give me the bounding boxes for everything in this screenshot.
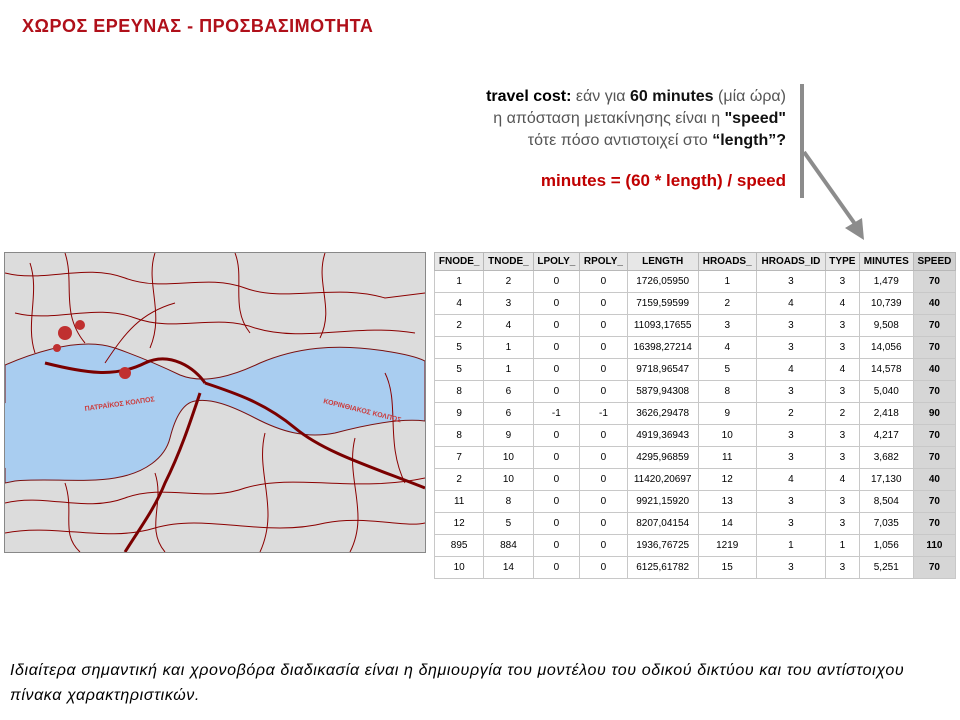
table-cell: 70	[913, 271, 955, 293]
table-cell: 3	[756, 491, 825, 513]
table-cell: 7	[435, 447, 484, 469]
table-cell: 9,508	[859, 315, 913, 337]
table-cell: 4	[756, 359, 825, 381]
table-cell: 15	[698, 557, 756, 579]
table-cell: 5879,94308	[627, 381, 698, 403]
table-cell: 110	[913, 535, 955, 557]
table-cell: 1	[484, 337, 533, 359]
table-cell: 14,578	[859, 359, 913, 381]
table-cell: 70	[913, 447, 955, 469]
table-cell: 0	[580, 469, 628, 491]
table-cell: 70	[913, 337, 955, 359]
table-cell: 70	[913, 425, 955, 447]
table-cell: 3	[826, 491, 860, 513]
formula-line-1	[330, 86, 786, 108]
table-cell: 3	[756, 271, 825, 293]
table-cell: 0	[580, 535, 628, 557]
pointer-arrow-icon	[800, 150, 870, 242]
formula-line-3	[330, 130, 786, 152]
table-cell: 1,056	[859, 535, 913, 557]
table-cell: 6125,61782	[627, 557, 698, 579]
table-row[interactable]	[435, 557, 956, 579]
table-row[interactable]	[435, 359, 956, 381]
table-row[interactable]	[435, 403, 956, 425]
table-cell: 70	[913, 315, 955, 337]
table-row[interactable]	[435, 425, 956, 447]
table-cell: 2	[698, 293, 756, 315]
table-cell: 4	[484, 315, 533, 337]
table-cell: 3	[756, 557, 825, 579]
table-cell: 0	[533, 447, 580, 469]
table-cell: 3	[756, 337, 825, 359]
table-cell: 13	[698, 491, 756, 513]
table-cell: 4	[756, 293, 825, 315]
table-cell: 3626,29478	[627, 403, 698, 425]
table-cell: 5	[435, 359, 484, 381]
map-graphic	[5, 253, 425, 552]
table-row[interactable]	[435, 513, 956, 535]
table-cell: 4	[826, 293, 860, 315]
table-cell: 0	[580, 359, 628, 381]
column-header[interactable]: HROADS_ID	[756, 253, 825, 271]
table-cell: 0	[533, 293, 580, 315]
table-cell: 1,479	[859, 271, 913, 293]
table-cell: 0	[533, 469, 580, 491]
column-header[interactable]: TNODE_	[484, 253, 533, 271]
road-network-map	[4, 252, 426, 553]
column-header[interactable]: SPEED	[913, 253, 955, 271]
table-cell: 0	[580, 315, 628, 337]
table-cell: 70	[913, 381, 955, 403]
table-cell: 14,056	[859, 337, 913, 359]
table-cell: 0	[533, 359, 580, 381]
formula-line-2	[330, 108, 786, 130]
table-cell: 10	[698, 425, 756, 447]
table-cell: 884	[484, 535, 533, 557]
table-cell: 3,682	[859, 447, 913, 469]
table-cell: 1726,05950	[627, 271, 698, 293]
table-cell: 8207,04154	[627, 513, 698, 535]
table-cell: 7159,59599	[627, 293, 698, 315]
table-cell: 3	[756, 513, 825, 535]
table-cell: 3	[756, 425, 825, 447]
table-row[interactable]	[435, 315, 956, 337]
table-cell: 0	[533, 557, 580, 579]
formula-text: τότε πόσο αντιστοιχεί στο	[527, 132, 713, 149]
minutes-equation: minutes = (60 * length) / speed	[540, 171, 786, 190]
table-cell: 0	[580, 447, 628, 469]
table-cell: 4	[435, 293, 484, 315]
table-cell: 70	[913, 513, 955, 535]
table-cell: 6	[484, 381, 533, 403]
table-cell: 0	[580, 381, 628, 403]
table-row[interactable]	[435, 469, 956, 491]
table-cell: 3	[826, 337, 860, 359]
table-cell: 70	[913, 557, 955, 579]
column-header[interactable]: MINUTES	[859, 253, 913, 271]
table-cell: 3	[756, 447, 825, 469]
column-header[interactable]: RPOLY_	[580, 253, 628, 271]
table-cell: 1	[756, 535, 825, 557]
table-cell: 40	[913, 359, 955, 381]
table-cell: 4	[826, 469, 860, 491]
table-cell: 2	[484, 271, 533, 293]
table-cell: -1	[533, 403, 580, 425]
table-cell: 17,130	[859, 469, 913, 491]
table-cell: 0	[533, 315, 580, 337]
table-cell: 0	[580, 337, 628, 359]
table-cell: 4295,96859	[627, 447, 698, 469]
table-cell: 8	[698, 381, 756, 403]
page-title: ΧΩΡΟΣ ΕΡΕΥΝΑΣ - ΠΡΟΣΒΑΣΙΜΟΤΗΤΑ	[22, 16, 374, 36]
table-cell: 9921,15920	[627, 491, 698, 513]
table-cell: 0	[580, 293, 628, 315]
table-cell: 2	[756, 403, 825, 425]
table-row[interactable]	[435, 337, 956, 359]
table-cell: 9	[435, 403, 484, 425]
table-cell: 1936,76725	[627, 535, 698, 557]
table-cell: 0	[580, 271, 628, 293]
table-cell: 3	[826, 557, 860, 579]
table-row[interactable]	[435, 491, 956, 513]
column-header[interactable]: LPOLY_	[533, 253, 580, 271]
column-header[interactable]: FNODE_	[435, 253, 484, 271]
table-cell: 2,418	[859, 403, 913, 425]
table-cell: 4	[756, 469, 825, 491]
table-row[interactable]	[435, 381, 956, 403]
table-cell: 10	[435, 557, 484, 579]
table-cell: 0	[580, 557, 628, 579]
table-row[interactable]	[435, 447, 956, 469]
table-cell: 4	[826, 359, 860, 381]
column-header[interactable]: TYPE	[826, 253, 860, 271]
table-cell: 3	[484, 293, 533, 315]
table-cell: 14	[698, 513, 756, 535]
table-cell: 0	[533, 513, 580, 535]
table-cell: 9718,96547	[627, 359, 698, 381]
table-cell: 40	[913, 293, 955, 315]
table-cell: 895	[435, 535, 484, 557]
table-cell: 0	[580, 513, 628, 535]
table-cell: 3	[826, 447, 860, 469]
table-cell: 8,504	[859, 491, 913, 513]
table-cell: 0	[533, 535, 580, 557]
table-cell: 5	[698, 359, 756, 381]
table-cell: 3	[826, 271, 860, 293]
table-cell: 1	[435, 271, 484, 293]
table-cell: 2	[435, 469, 484, 491]
table-cell: 1	[484, 359, 533, 381]
table-cell: 3	[826, 381, 860, 403]
table-cell: 2	[435, 315, 484, 337]
table-cell: 5	[484, 513, 533, 535]
map-label-patraikos: ΠΑΤΡΑΪΚΟΣ ΚΟΛΠΟΣ	[84, 396, 156, 413]
table-cell: 1	[698, 271, 756, 293]
column-header[interactable]: HROADS_	[698, 253, 756, 271]
table-cell: -1	[580, 403, 628, 425]
table-cell: 4	[698, 337, 756, 359]
table-cell: 10	[484, 469, 533, 491]
table-cell: 1	[826, 535, 860, 557]
table-cell: 0	[533, 271, 580, 293]
table-cell: 11420,20697	[627, 469, 698, 491]
table-row[interactable]	[435, 271, 956, 293]
table-cell: 5,040	[859, 381, 913, 403]
table-cell: 8	[435, 381, 484, 403]
table-cell: 9	[484, 425, 533, 447]
formula-length: “length”?	[712, 132, 786, 149]
table-cell: 0	[533, 381, 580, 403]
formula-text: εάν για	[571, 88, 630, 105]
table-cell: 7,035	[859, 513, 913, 535]
table-cell: 3	[756, 381, 825, 403]
table-cell: 11	[698, 447, 756, 469]
table-cell: 8	[435, 425, 484, 447]
table-cell: 3	[756, 315, 825, 337]
table-cell: 0	[533, 425, 580, 447]
formula-speed: "speed"	[724, 110, 786, 127]
table-cell: 70	[913, 491, 955, 513]
table-cell: 3	[826, 425, 860, 447]
table-cell: 11093,17655	[627, 315, 698, 337]
table-cell: 90	[913, 403, 955, 425]
column-header[interactable]: LENGTH	[627, 253, 698, 271]
table-cell: 0	[533, 337, 580, 359]
table-cell: 40	[913, 469, 955, 491]
table-cell: 0	[580, 425, 628, 447]
table-cell: 5	[435, 337, 484, 359]
table-cell: 10	[484, 447, 533, 469]
table-header-row	[435, 253, 956, 271]
table-cell: 3	[826, 315, 860, 337]
table-cell: 0	[533, 491, 580, 513]
formula-text: η απόσταση μετακίνησης είναι η	[493, 110, 725, 127]
table-cell: 16398,27214	[627, 337, 698, 359]
table-cell: 6	[484, 403, 533, 425]
travel-cost-label: travel cost:	[486, 88, 572, 105]
table-cell: 2	[826, 403, 860, 425]
table-cell: 12	[435, 513, 484, 535]
table-row[interactable]	[435, 535, 956, 557]
caption-text: Ιδιαίτερα σημαντική και χρονοβόρα διαδικασία είναι η δημιουργία του μοντέλου του οδικού δικτύου και του αντίστοιχου πίνακα χαρακτηριστικών.	[10, 662, 905, 704]
table-cell: 8	[484, 491, 533, 513]
table-cell: 14	[484, 557, 533, 579]
formula-minutes: 60 minutes	[629, 88, 714, 105]
table-cell: 4919,36943	[627, 425, 698, 447]
table-cell: 5,251	[859, 557, 913, 579]
map-label-korinthiakos: ΚΟΡΙΝΘΙΑΚΟΣ ΚΟΛΠΟΣ	[322, 398, 402, 425]
table-cell: 12	[698, 469, 756, 491]
table-cell: 4,217	[859, 425, 913, 447]
table-cell: 11	[435, 491, 484, 513]
travel-cost-explanation	[330, 86, 786, 192]
table-cell: 0	[580, 491, 628, 513]
table-cell: 1219	[698, 535, 756, 557]
table-cell: 9	[698, 403, 756, 425]
table-cell: 3	[698, 315, 756, 337]
table-row[interactable]	[435, 293, 956, 315]
formula-text: (μία ώρα)	[713, 88, 786, 105]
table-cell: 3	[826, 513, 860, 535]
table-cell: 10,739	[859, 293, 913, 315]
road-attribute-table	[434, 252, 956, 579]
